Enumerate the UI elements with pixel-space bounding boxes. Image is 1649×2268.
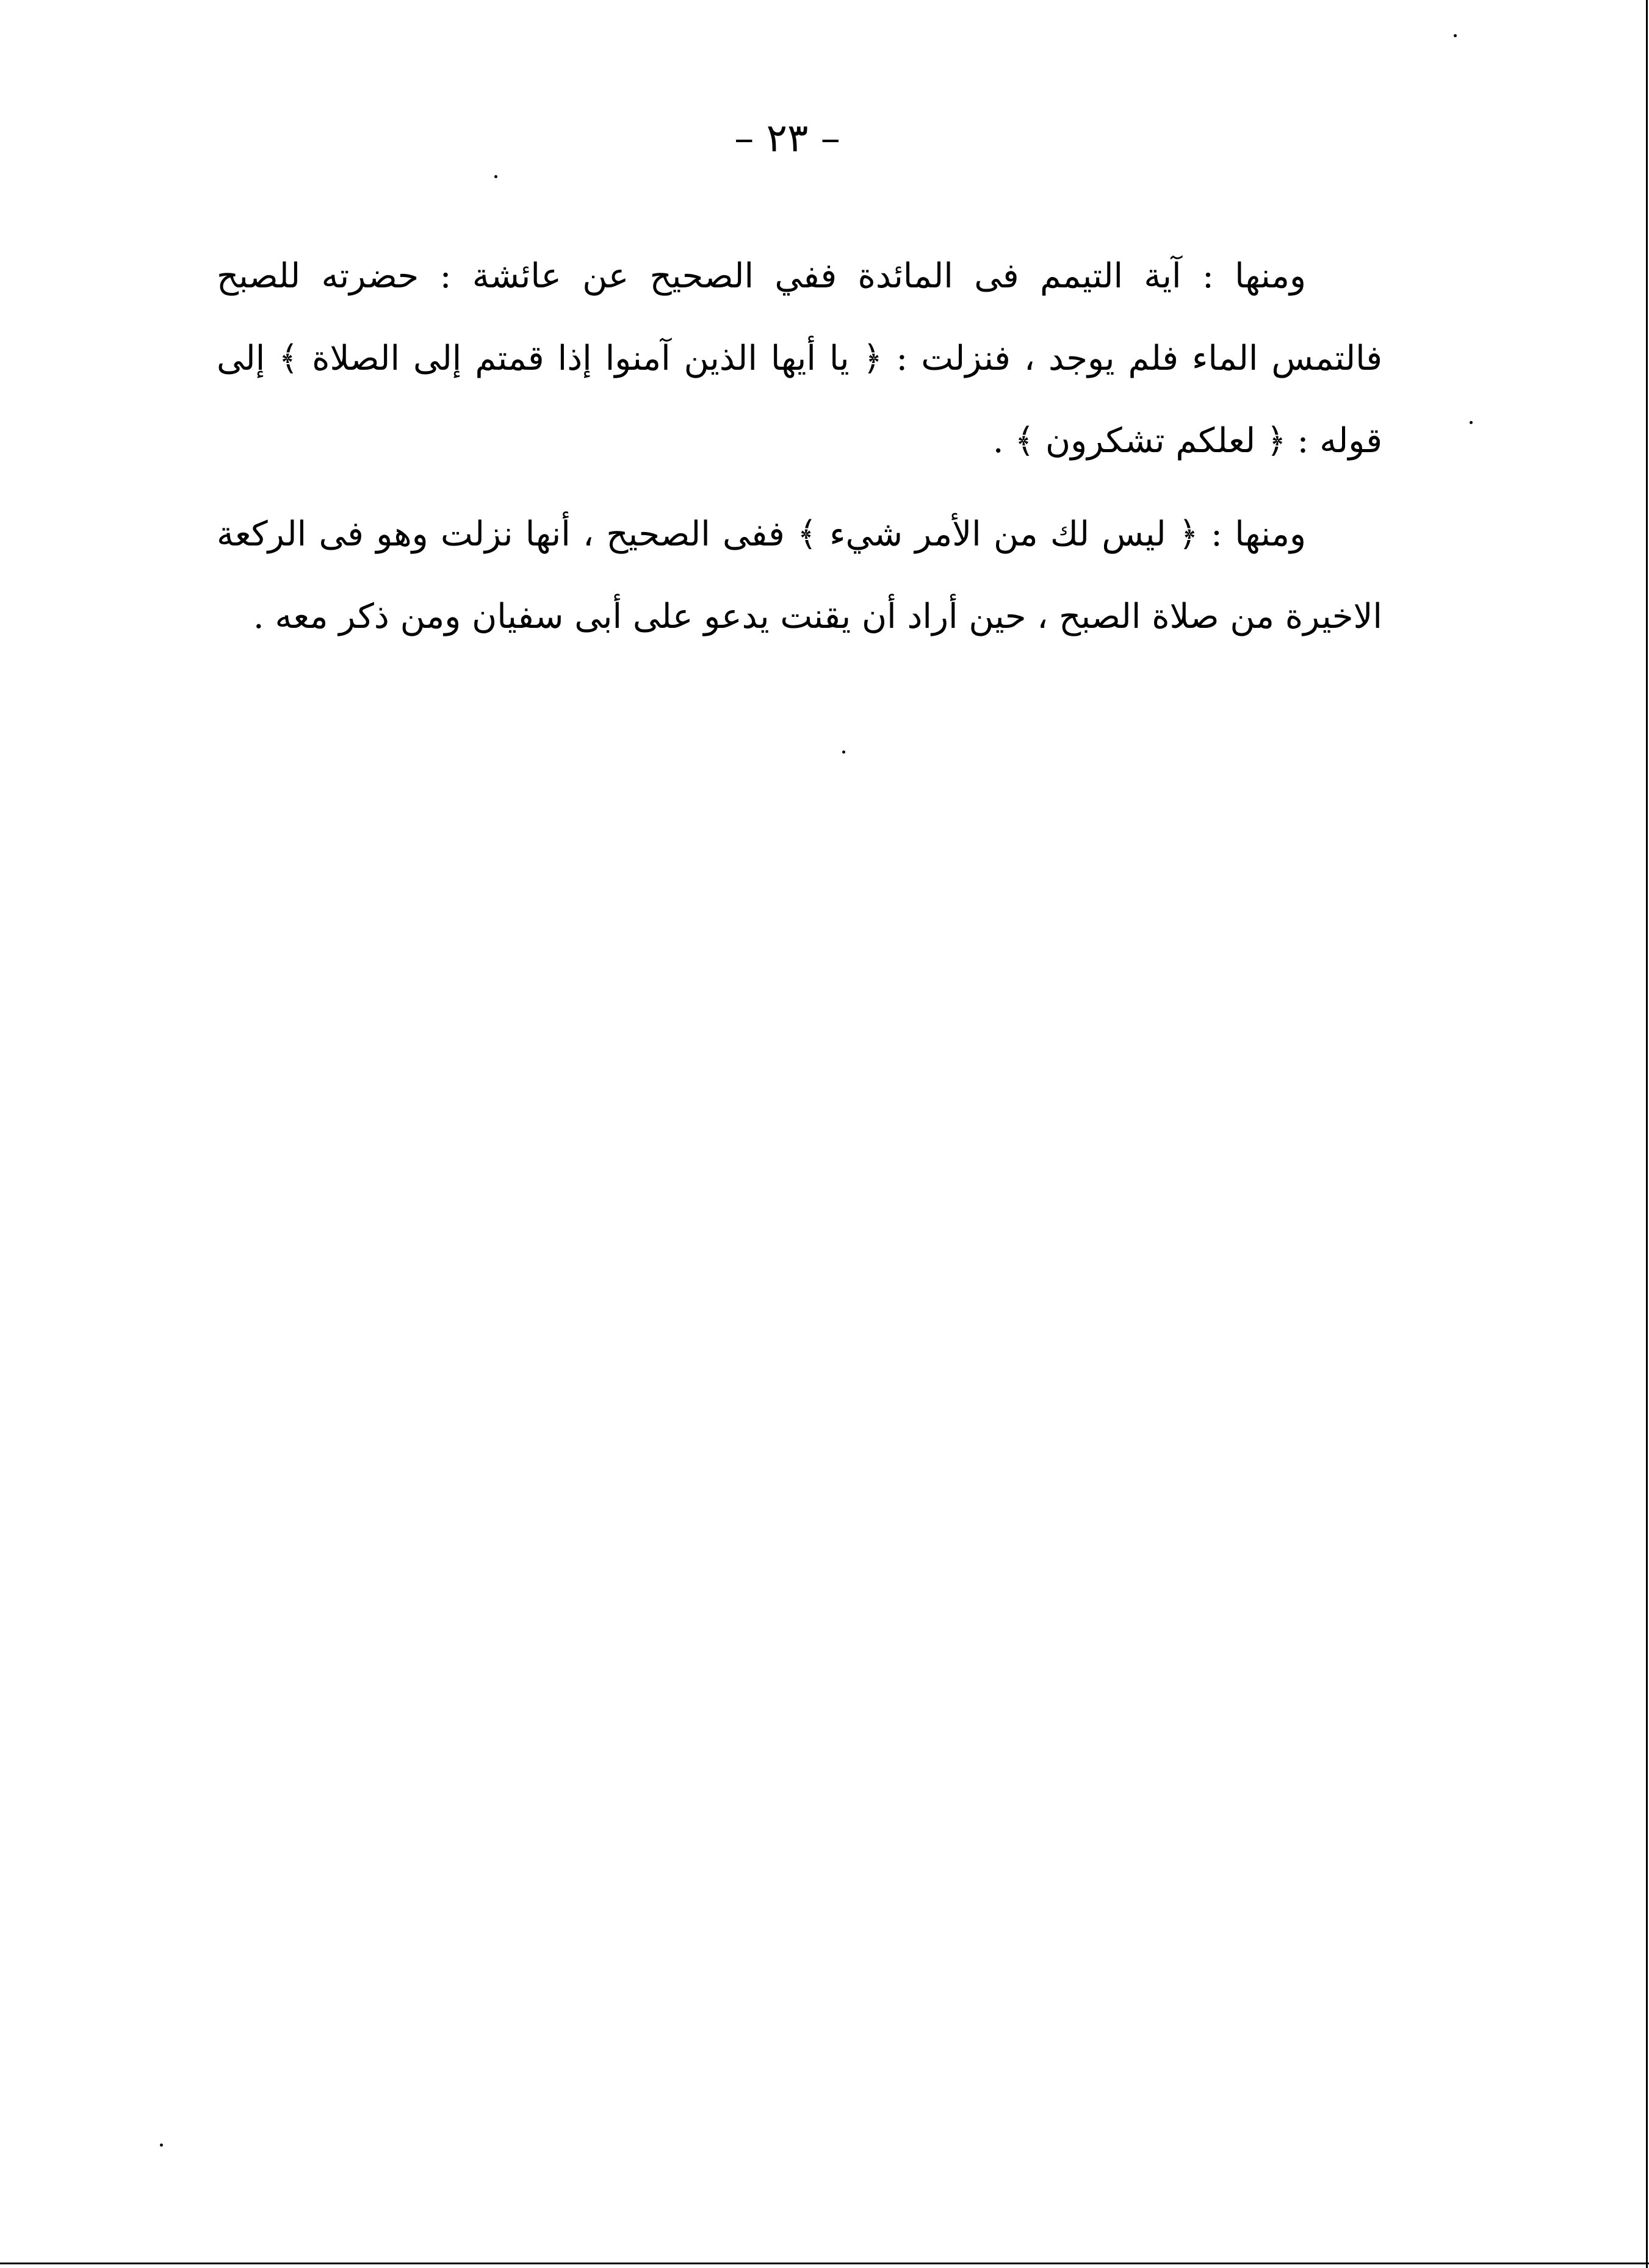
body-text xyxy=(217,235,1382,669)
scan-speck xyxy=(1470,421,1473,424)
paragraph-tayammum: ومنها : آية التيمم فى المائدة ففي الصحيح عن عائشة : حضرته للصبح فالتمس الماء فلم يوجد ، فنزلت : ﴿ يا أيها الذين آمنوا إذا قمتم إلى الصلاة ﴾ إلى قوله : ﴿ لعلكم تشكرون ﴾ . xyxy=(217,256,1382,461)
scan-edge-bottom xyxy=(0,2263,1649,2264)
scan-speck xyxy=(494,175,497,178)
scan-speck xyxy=(1454,34,1457,37)
scan-speck xyxy=(160,2144,163,2147)
page-number: – ٢٣ – xyxy=(734,116,840,161)
scan-speck xyxy=(842,751,845,754)
paragraph-laysa-laka: ومنها : ﴿ ليس لك من الأمر شيء ﴾ ففى الصحيح ، أنها نزلت وهو فى الركعة الاخيرة من صلاة الصبح ، حين أراد أن يقنت يدعو على أبى سفيان ومن ذكر معه . xyxy=(217,514,1382,636)
scan-edge-right xyxy=(1646,0,1648,2268)
